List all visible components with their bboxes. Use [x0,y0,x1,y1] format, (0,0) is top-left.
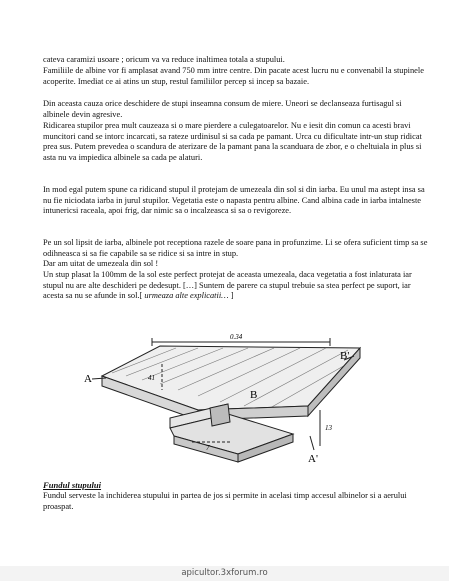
section-title: Fundul stupului [43,480,102,490]
diagram-label-b-prime: B' [340,350,350,362]
paragraph-8-close: ] [228,291,234,301]
diagram-label-b: B [250,389,258,401]
paragraph-6: Pe un sol lipsit de iarba, albinele pot receptiona razele de soare pana in profunzime. Li se ofera suficient timp sa se odihneasca si sa fie capabile sa se ridice si sa intre in stup. [43,238,428,258]
diagram-dimension-side: 13 [325,424,332,432]
diagram-label-a-prime: A' [308,453,318,465]
paragraph-8-text: Un stup plasat la 100mm de la sol este perfect protejat de aceasta umezeala, daca vegetatia a fost inlaturata iar stupul nu are alte deschideri pe dedesupt. […] Suntem de parere ca stupul trebuie sa stea perfect pe suport, iar acesta sa nu se afunde in sol.[ [43,270,412,301]
paragraph-5: In mod egal putem spune ca ridicand stupul il protejam de umezeala din sol si din iarba. Eu unul ma astept insa sa nu fie niciodata iarba in jurul stupilor. Vegetatia este o napasta pentru albine. Cand albina cade in iarba intalneste intunericsi raceala, apoi frig, dar nimic sa o incalzeasca si sa o revigoreze. [43,185,425,216]
paragraph-8 [43,270,429,302]
paragraph-2: Familiile de albine vor fi amplasat avand 750 mm intre centre. Din pacate acest lucru nu e convenabil la stupinele acoperite. Imediat ce ai atins un stup, restul familiilor percep si incep sa bazaie. [43,66,424,86]
hive-floor-illustration [92,338,360,462]
diagram-dimension-top: 0.34 [230,333,243,341]
continuation-note: urmeaza alte explicatii… [144,291,229,301]
paragraph-3: Din aceasta cauza orice deschidere de stupi inseamna consum de miere. Uneori se declanseaza furtisagul si albinele devin agresive. [43,99,402,119]
paragraph-1: cateva caramizi usoare ; oricum va va reduce inaltimea totala a stupului. [43,55,285,64]
diagram-dimension-left: 41 [148,374,155,382]
site-footer: apicultor.3xforum.ro [181,568,268,578]
diagram-dimension-bottom: 7 [206,444,210,452]
paragraph-7: Dar am uitat de umezeala din sol ! [43,259,159,268]
hive-floor-diagram [78,318,380,468]
diagram-label-a: A [84,373,92,385]
section-body: Fundul serveste la inchiderea stupului in partea de jos si permite in acelasi timp accesul albinelor si a aerului proaspat. [43,491,407,511]
paragraph-4: Ridicarea stupilor prea mult cauzeaza si o mare pierdere a culegatoarelor. Nu e iesit din comun ca acesti bravi muncitori cand se intorc incarcati, sa rateze urdinisul si sa cada pe pamant. Urca cu dificultate intr-un stup ridicat prea sus. Putem prevedea o scandura de aterizare de la pamant pana la scanduara de zbor, e o cheltuiala in plus si asta nu va impiedica albinele sa cada pe alaturi. [43,121,422,163]
